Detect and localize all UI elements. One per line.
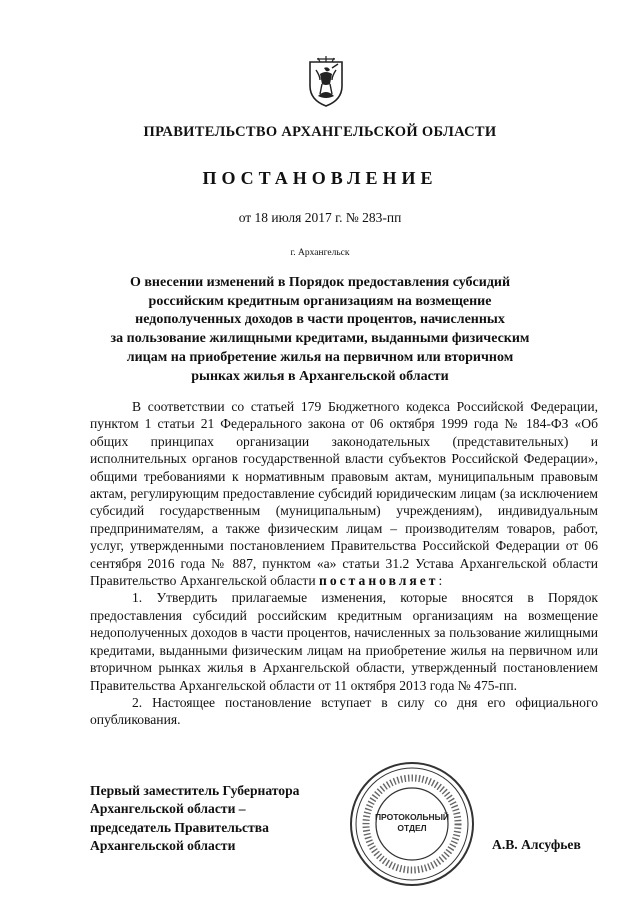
- document-title: [90, 274, 550, 386]
- title-line: за пользование жилищными кредитами, выданными физическим: [110, 331, 530, 347]
- position-line: Архангельской области –: [90, 801, 246, 817]
- coat-of-arms-icon: [306, 56, 346, 108]
- decree-word: постановляет: [319, 573, 439, 589]
- document-body: [90, 398, 598, 729]
- position-line: Первый заместитель Губернатора: [90, 783, 300, 798]
- position-line: Архангельской области: [90, 838, 236, 854]
- document-type: ПОСТАНОВЛЕНИЕ: [202, 168, 438, 188]
- title-line: лицам на приобретение жилья на первичном или вторичном: [126, 349, 514, 365]
- document-city: г. Архангельск: [290, 248, 350, 258]
- title-line: рынках жилья в Архангельской области: [191, 368, 449, 384]
- item-1-paragraph: 1. Утвердить прилагаемые изменения, которые вносятся в Порядок предоставления субсидий российским кредитным организациям на возмещение недополученных доходов в части процентов, начисленных за пользование жилищными кредитами, выданными физическим лицам на приобретение жилья на первичном или вторичном рынках жилья в Архангельской области, утвержденный постановлением Правительства Архангельской области от 11 октября 2013 года № 475-пп.: [90, 590, 598, 693]
- stamp-label-line: ПРОТОКОЛЬНЫЙ: [374, 812, 450, 822]
- government-name: ПРАВИТЕЛЬСТВО АРХАНГЕЛЬСКОЙ ОБЛАСТИ: [143, 124, 497, 140]
- signatory-position: [90, 782, 350, 856]
- signatory-name: А.В. Алсуфьев: [492, 837, 581, 852]
- item-2-paragraph: 2. Настоящее постановление вступает в силу со дня его официального опубликования.: [90, 694, 598, 728]
- stamp-label: [372, 812, 452, 834]
- stamp-label-line: ОТДЕЛ: [397, 823, 427, 833]
- document-date-number: от 18 июля 2017 г. № 283-пп: [238, 210, 402, 225]
- decree-colon: :: [438, 573, 443, 589]
- preamble-text: В соответствии со статьей 179 Бюджетного кодекса Российской Федерации, пунктом 1 статьи 21 Федерального закона от 06 октября 1999 года № 184-ФЗ «Об общих принципах организации законодательных (представительных) и исполнительных органов государственной власти субъектов Российской Федерации», общими требованиями к нормативным правовым актам, муниципальным правовым актам, регулирующим предоставление субсидий юридическим лицам (за исключением субсидий государственным (муниципальным) учреждениям), индивидуальным предпринимателям, а также физическим лицам – производителям товаров, работ, услуг, утвержденными постановлением Правительства Российской Федерации от 06 сентября 2016 года № 887, пунктом «а» статьи 31.2 Устава Архангельской области Правительство Архангельской области: [90, 399, 598, 589]
- preamble-paragraph: [90, 398, 598, 589]
- position-line: председатель Правительства: [90, 819, 269, 835]
- title-line: российским кредитным организациям на возмещение: [148, 293, 492, 309]
- title-line: недополученных доходов в части процентов, начисленных: [135, 312, 505, 328]
- title-line: О внесении изменений в Порядок предоставления субсидий: [129, 275, 511, 290]
